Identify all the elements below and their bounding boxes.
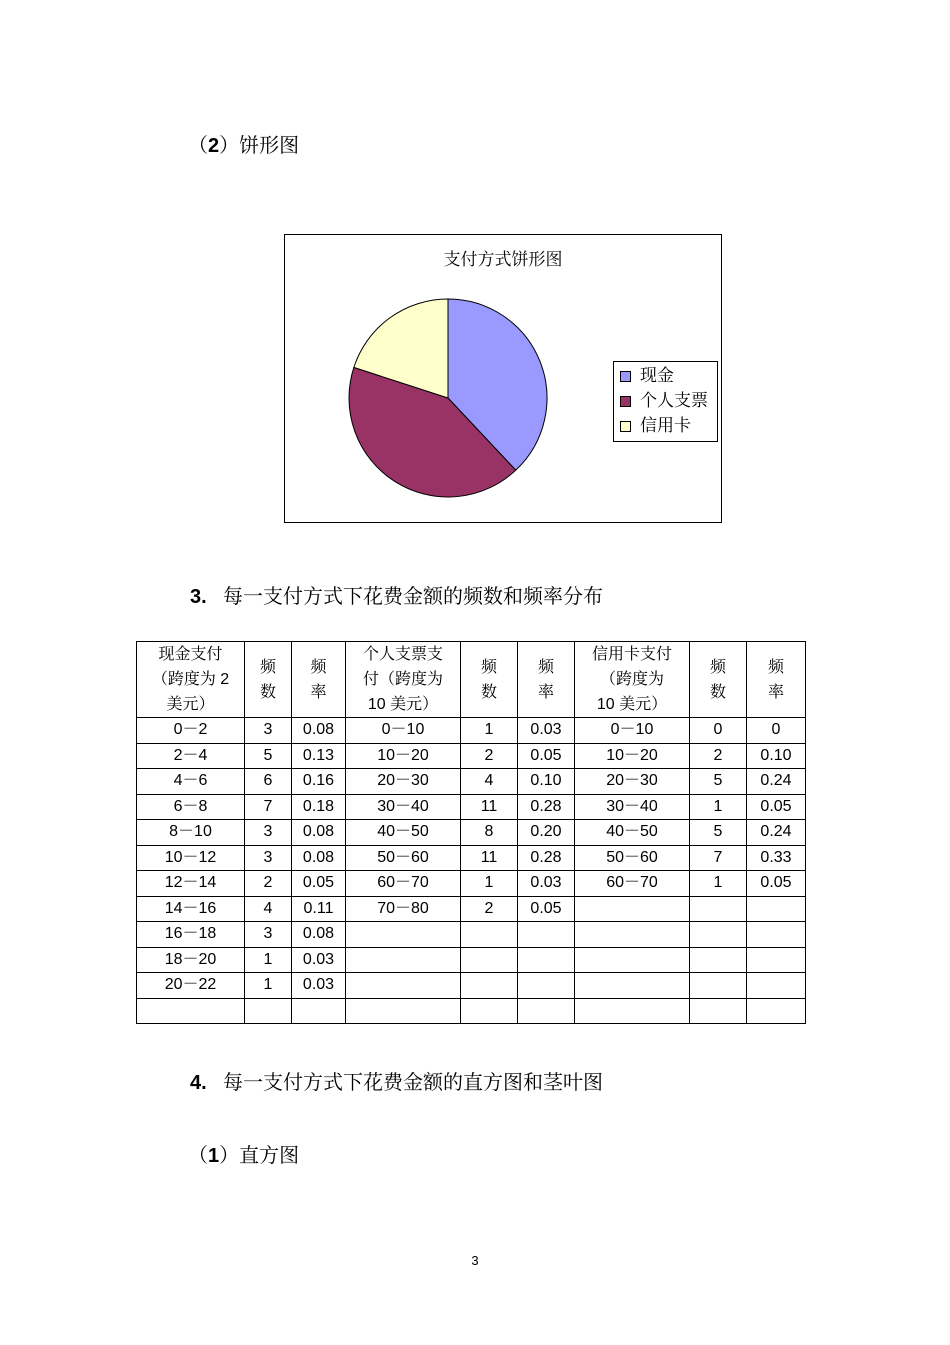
table-cell: 0.08: [292, 718, 346, 744]
table-cell: 1: [461, 718, 518, 744]
table-row: [137, 743, 806, 769]
table-cell: [518, 973, 575, 999]
table-cell: [346, 922, 461, 948]
section-4-title: 每一支付方式下花费金额的直方图和茎叶图: [223, 1070, 604, 1094]
section-heading-histogram: [188, 1139, 299, 1168]
heading-number: 2: [208, 135, 220, 157]
table-cell: 0－2: [137, 718, 245, 744]
table-cell: 18－20: [137, 947, 245, 973]
table-cell: [690, 998, 747, 1024]
table-cell: 0.16: [292, 769, 346, 795]
table-cell: 2: [461, 896, 518, 922]
chart-legend: [613, 361, 718, 442]
header-text: 数: [480, 683, 497, 701]
table-cell: [690, 896, 747, 922]
header-text: 率: [537, 683, 554, 701]
header-text: 10 美元）: [367, 696, 439, 713]
section-3-title: 每一支付方式下花费金额的频数和频率分布: [223, 584, 604, 608]
table-cell: 10－12: [137, 845, 245, 871]
table-cell: 3: [245, 820, 292, 846]
table-row: [137, 845, 806, 871]
heading-open-paren: （: [188, 133, 208, 157]
header-text: 率: [767, 683, 784, 701]
table-cell: 0.05: [292, 871, 346, 897]
page-number: 3: [471, 1253, 479, 1268]
table-cell: 6: [245, 769, 292, 795]
table-row: [137, 794, 806, 820]
header-text: 数: [709, 683, 726, 701]
table-header-cell: [747, 642, 806, 718]
pie-chart: [284, 234, 722, 523]
table-cell: 0.05: [747, 794, 806, 820]
table-cell: [575, 998, 690, 1024]
table-cell: 40－50: [575, 820, 690, 846]
table-cell: [346, 998, 461, 1024]
table-cell: [747, 896, 806, 922]
table-cell: 0.08: [292, 922, 346, 948]
table-cell: 14－16: [137, 896, 245, 922]
table-cell: [245, 998, 292, 1024]
section-3-heading: [190, 580, 603, 609]
header-text: 频: [310, 658, 327, 676]
table-cell: 0: [690, 718, 747, 744]
table-cell: 20－30: [346, 769, 461, 795]
table-cell: 0－10: [346, 718, 461, 744]
header-text: （跨度为: [599, 671, 664, 688]
table-cell: 0.08: [292, 820, 346, 846]
table-cell: 30－40: [346, 794, 461, 820]
heading-number: 1: [208, 1145, 220, 1167]
table-cell: [461, 998, 518, 1024]
pie-plot: [345, 293, 555, 503]
table-cell: 10－20: [346, 743, 461, 769]
table-header-row: [137, 642, 806, 718]
table-header-cell: [518, 642, 575, 718]
table-cell: 0.03: [292, 947, 346, 973]
table-cell: 0.05: [747, 871, 806, 897]
header-text: 美元）: [166, 696, 215, 713]
table-cell: 0.28: [518, 845, 575, 871]
table-cell: [747, 947, 806, 973]
table-cell: 2: [690, 743, 747, 769]
table-cell: [292, 998, 346, 1024]
table-cell: 0.03: [292, 973, 346, 999]
table-header-cell: [461, 642, 518, 718]
table-row: [137, 998, 806, 1024]
table-cell: 20－22: [137, 973, 245, 999]
table-cell: 1: [245, 947, 292, 973]
table-cell: 50－60: [575, 845, 690, 871]
table-cell: 40－50: [346, 820, 461, 846]
header-text: 频: [709, 658, 726, 676]
table-cell: [575, 947, 690, 973]
table-cell: 3: [245, 845, 292, 871]
table-cell: 0.10: [518, 769, 575, 795]
header-text: 付（跨度为: [362, 671, 443, 688]
table-cell: [690, 947, 747, 973]
table-cell: 7: [690, 845, 747, 871]
table-cell: 10－20: [575, 743, 690, 769]
header-text: （跨度为 2: [151, 671, 230, 688]
table-cell: 6－8: [137, 794, 245, 820]
section-heading-pie: [188, 129, 299, 158]
legend-item: [620, 414, 717, 439]
table-cell: 70－80: [346, 896, 461, 922]
table-cell: 3: [245, 718, 292, 744]
table-cell: 0.20: [518, 820, 575, 846]
table-header-cell: [575, 642, 690, 718]
table-row: [137, 896, 806, 922]
table-cell: 12－14: [137, 871, 245, 897]
header-text: 个人支票支: [362, 646, 443, 663]
table-cell: 60－70: [575, 871, 690, 897]
table-cell: 4－6: [137, 769, 245, 795]
header-text: 现金支付: [158, 646, 223, 663]
table-cell: 11: [461, 794, 518, 820]
header-text: 频: [480, 658, 497, 676]
table-cell: [518, 922, 575, 948]
table-header-cell: [292, 642, 346, 718]
table-cell: 0.08: [292, 845, 346, 871]
table-cell: [575, 922, 690, 948]
table-cell: 5: [690, 769, 747, 795]
table-cell: [690, 973, 747, 999]
table-cell: [518, 998, 575, 1024]
heading-open-paren: （: [188, 1143, 208, 1167]
table-row: [137, 871, 806, 897]
table-cell: [575, 973, 690, 999]
table-cell: [518, 947, 575, 973]
table-cell: 0.28: [518, 794, 575, 820]
table-cell: 30－40: [575, 794, 690, 820]
table-cell: 0.05: [518, 896, 575, 922]
legend-label: 现金: [640, 366, 674, 386]
table-cell: [690, 922, 747, 948]
table-row: [137, 922, 806, 948]
table-cell: 0.13: [292, 743, 346, 769]
legend-item: [620, 364, 717, 389]
table-cell: 0.24: [747, 769, 806, 795]
table-cell: 0.05: [518, 743, 575, 769]
section-3-number: 3.: [190, 586, 207, 608]
table-header-cell: [245, 642, 292, 718]
table-cell: 60－70: [346, 871, 461, 897]
table-cell: [747, 998, 806, 1024]
table-cell: 16－18: [137, 922, 245, 948]
table-cell: 3: [245, 922, 292, 948]
table-cell: 8－10: [137, 820, 245, 846]
frequency-table: [136, 641, 806, 1024]
table-cell: 4: [245, 896, 292, 922]
table-cell: 0.33: [747, 845, 806, 871]
table-header-cell: [137, 642, 245, 718]
table-cell: 8: [461, 820, 518, 846]
table-cell: 1: [690, 794, 747, 820]
table-cell: 1: [245, 973, 292, 999]
legend-item: [620, 389, 717, 414]
table-cell: [346, 973, 461, 999]
table-cell: 0.03: [518, 718, 575, 744]
table-cell: 2: [245, 871, 292, 897]
table-cell: 0.18: [292, 794, 346, 820]
table-cell: 7: [245, 794, 292, 820]
table-cell: [461, 973, 518, 999]
chart-title: 支付方式饼形图: [443, 250, 563, 270]
header-text: 数: [259, 683, 276, 701]
table-row: [137, 769, 806, 795]
table-cell: 0: [747, 718, 806, 744]
legend-label: 信用卡: [640, 416, 691, 436]
table-cell: [747, 973, 806, 999]
header-text: 率: [310, 683, 327, 701]
legend-label: 个人支票: [640, 391, 708, 411]
header-text: 频: [767, 658, 784, 676]
table-cell: 2: [461, 743, 518, 769]
table-cell: 1: [461, 871, 518, 897]
table-cell: 0.10: [747, 743, 806, 769]
legend-swatch: [620, 421, 631, 432]
table-cell: 50－60: [346, 845, 461, 871]
table-row: [137, 820, 806, 846]
table-cell: 20－30: [575, 769, 690, 795]
table-cell: 0.24: [747, 820, 806, 846]
table-cell: [137, 998, 245, 1024]
header-text: 10 美元）: [596, 696, 668, 713]
table-cell: 0－10: [575, 718, 690, 744]
table-row: [137, 973, 806, 999]
heading-text: ）直方图: [219, 1143, 300, 1167]
table-cell: [747, 922, 806, 948]
header-text: 频: [259, 658, 276, 676]
header-text: 信用卡支付: [591, 646, 672, 663]
legend-swatch: [620, 396, 631, 407]
table-cell: [346, 947, 461, 973]
table-cell: 2－4: [137, 743, 245, 769]
header-text: 频: [537, 658, 554, 676]
table-cell: 1: [690, 871, 747, 897]
table-cell: 11: [461, 845, 518, 871]
legend-swatch: [620, 371, 631, 382]
table-cell: 0.03: [518, 871, 575, 897]
table-header-cell: [346, 642, 461, 718]
table-cell: 5: [690, 820, 747, 846]
table-row: [137, 718, 806, 744]
table-cell: 4: [461, 769, 518, 795]
heading-text: ）饼形图: [219, 133, 300, 157]
table-cell: 0.11: [292, 896, 346, 922]
section-4-heading: [190, 1066, 603, 1095]
section-4-number: 4.: [190, 1072, 207, 1094]
table-cell: [575, 896, 690, 922]
table-cell: [461, 947, 518, 973]
table-cell: [461, 922, 518, 948]
table-row: [137, 947, 806, 973]
table-header-cell: [690, 642, 747, 718]
table-cell: 5: [245, 743, 292, 769]
